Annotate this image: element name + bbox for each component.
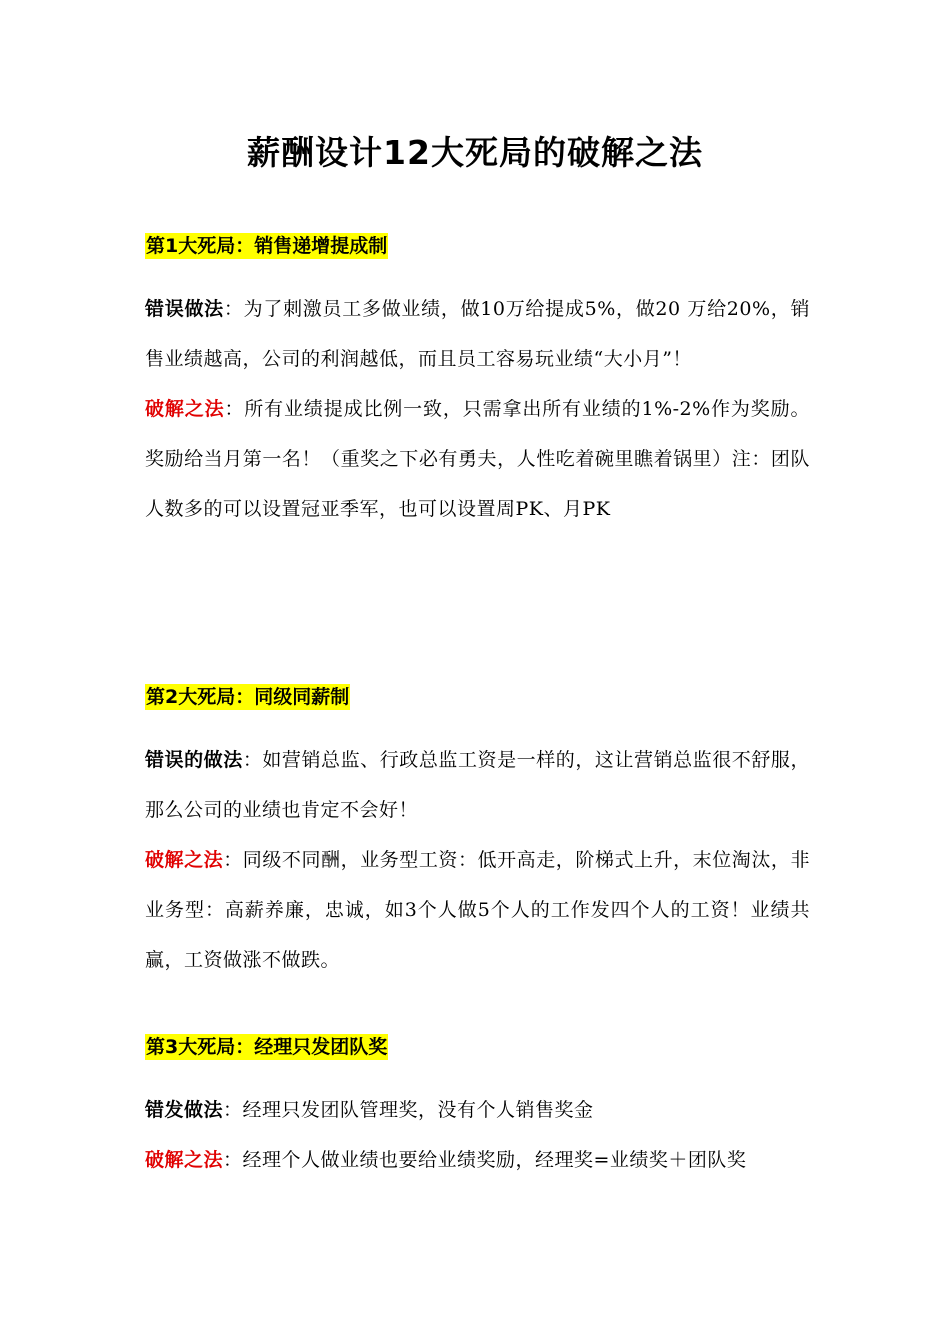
wrong-practice-paragraph: [145, 735, 810, 835]
wrong-practice-label: 错误的做法: [145, 749, 243, 771]
wrong-practice-label: 错误做法: [145, 298, 224, 320]
solution-paragraph: [145, 835, 810, 985]
solution-text: ：同级不同酬，业务型工资：低开高走，阶梯式上升，末位淘汰，非业务型：高薪养廉，忠诚，如3个人做5个人的工作发四个人的工资！业绩共赢，工资做涨不做跌。: [145, 849, 810, 971]
solution-label: 破解之法: [145, 1149, 224, 1171]
wrong-practice-paragraph: [145, 284, 810, 384]
solution-label: 破解之法: [145, 398, 225, 420]
wrong-practice-text: ：如营销总监、行政总监工资是一样的，这让营销总监很不舒服，那么公司的业绩也肯定不会好！: [145, 749, 810, 821]
wrong-practice-text: ：经理只发团队管理奖，没有个人销售奖金: [223, 1099, 594, 1121]
wrong-practice-paragraph: [145, 1085, 810, 1135]
solution-text: ：所有业绩提成比例一致，只需拿出所有业绩的1%-2%作为奖励。奖励给当月第一名！（重奖之下必有勇夫，人性吃着碗里瞧着锅里）注：团队人数多的可以设置冠亚季军，也可以设置周PK、月PK: [145, 398, 810, 520]
wrong-practice-label: 错发做法: [145, 1099, 224, 1121]
document-title: 薪酬设计12大死局的破解之法: [247, 133, 703, 172]
wrong-practice-text: ：为了刺激员工多做业绩，做10万给提成5%，做20 万给20%，销售业绩越高，公司的利润越低，而且员工容易玩业绩“大小月”！: [145, 298, 810, 370]
section-2: [145, 684, 810, 985]
section-heading: 第1大死局：销售递增提成制: [146, 235, 388, 257]
section-1: [145, 233, 810, 534]
section-heading: 第2大死局：同级同薪制: [146, 686, 350, 708]
section-3: [145, 1034, 810, 1185]
solution-label: 破解之法: [145, 849, 224, 871]
solution-paragraph: [145, 1135, 810, 1185]
section-heading: 第3大死局：经理只发团队奖: [146, 1036, 388, 1058]
solution-text: ：经理个人做业绩也要给业绩奖励，经理奖=业绩奖＋团队奖: [223, 1149, 747, 1171]
solution-paragraph: [145, 384, 810, 534]
